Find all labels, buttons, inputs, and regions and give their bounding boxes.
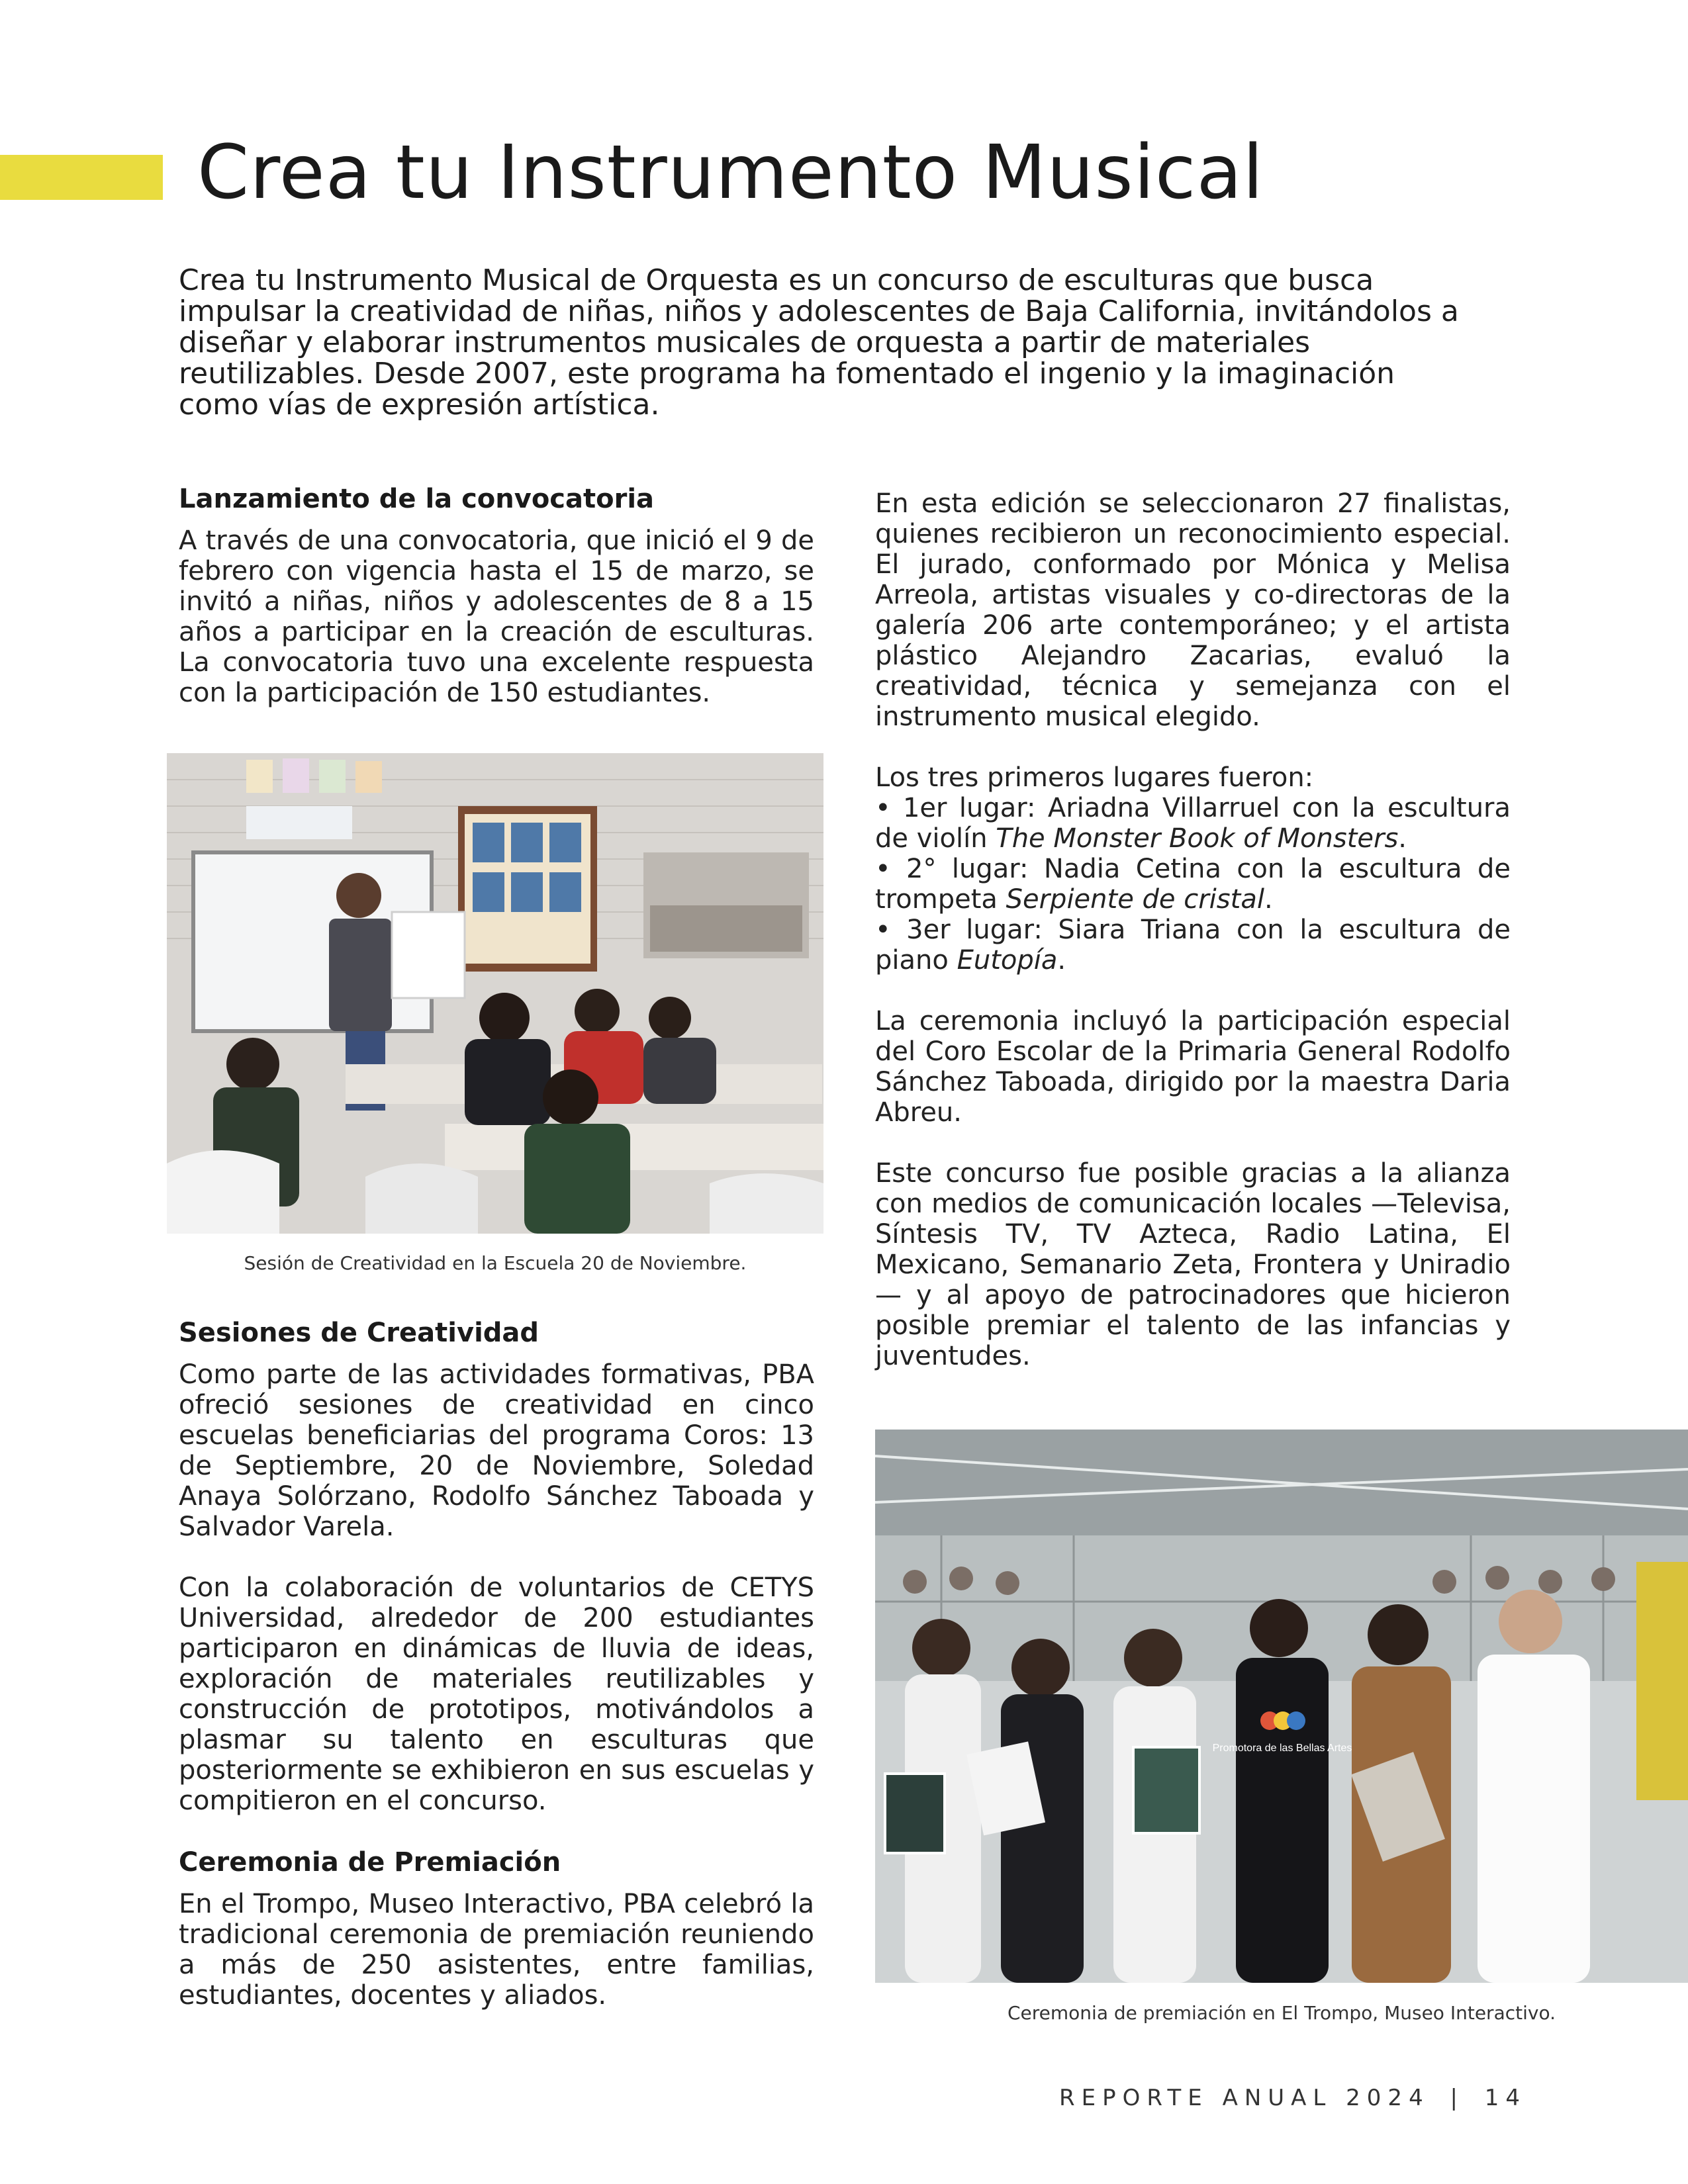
ceremony-heading: Ceremonia de Premiación xyxy=(179,1847,561,1878)
footer-report-label: REPORTE ANUAL 2024 xyxy=(1059,2085,1430,2111)
winner-3 xyxy=(875,915,1511,976)
ceremony-photo-caption: Ceremonia de premiación en El Trompo, Museo Interactivo. xyxy=(1008,2002,1556,2024)
winners-intro: Los tres primeros lugares fueron: xyxy=(875,762,1314,793)
finalists-text: En esta edición se seleccionaron 27 finalistas, quienes recibieron un reconocimiento especial. El jurado, conformado por Mónica y Melisa Arreola, artistas visuales y co-directoras de la galería 206 arte contemporáneo; y el artista plástico Alejandro Zacarias, evaluó la creatividad, técnica y semejanza con el instrumento musical elegido. xyxy=(875,488,1511,732)
ceremony-section xyxy=(179,1846,814,2011)
title-accent-bar xyxy=(0,155,163,200)
intro-paragraph: Crea tu Instrumento Musical de Orquesta es un concurso de esculturas que busca impulsar la creatividad de niñas, niños y adolescentes de Baja California, invitándolos a diseñar y elaborar instrumentos musicales de orquesta a partir de materiales reutilizables. Desde 2007, este programa ha fomentado el ingenio y la imaginación como vías de expresión artística. xyxy=(179,263,1459,422)
winner-1-text: • 1er lugar: Ariadna Villarruel con la escultura de violín xyxy=(875,793,1511,854)
launch-heading: Lanzamiento de la convocatoria xyxy=(179,484,655,514)
winner-3-work: Eutopía xyxy=(957,945,1058,976)
ceremony-illustration xyxy=(875,1430,1688,1983)
winner-3-period: . xyxy=(1057,945,1066,976)
winner-3-text: • 3er lugar: Siara Triana con la escultura de piano xyxy=(875,915,1511,976)
sessions-text-1: Como parte de las actividades formativas, PBA ofreció sesiones de creatividad en cinco escuelas beneficiarias del programa Coros: 13 de Septiembre, 20 de Noviembre, Soledad Anaya Solórzano, Rodolfo Sánchez Taboada y Salvador Varela. xyxy=(179,1359,814,1542)
winner-1-work: The Monster Book of Monsters xyxy=(996,823,1399,854)
launch-section xyxy=(179,483,814,708)
winner-1 xyxy=(875,793,1511,854)
sessions-text-2: Con la colaboración de voluntarios de CETYS Universidad, alrededor de 200 estudiantes participaron en dinámicas de lluvia de ideas, exploración de materiales reutilizables y construcción de prototipos, motivándolos a plasmar su talento en esculturas que posteriormente se exhibieron en sus escuelas y compitieron en el concurso. xyxy=(179,1572,814,1816)
ceremony-photo xyxy=(875,1430,1688,1983)
shirt-lettering: Promotora de las Bellas Artes xyxy=(1212,1743,1352,1754)
winner-2-period: . xyxy=(1264,884,1273,915)
alliance-text: Este concurso fue posible gracias a la alianza con medios de comunicación locales —Televisa, Síntesis TV, TV Azteca, Radio Latina, El Mexicano, Semanario Zeta, Frontera y Uniradio— y al apoyo de patrocinadores que hicieron posible premiar el talento de las infancias y juventudes. xyxy=(875,1158,1511,1371)
footer-page-number: 14 xyxy=(1484,2085,1527,2111)
results-section xyxy=(875,488,1511,1371)
winners-list xyxy=(875,762,1511,976)
ceremony-text: En el Trompo, Museo Interactivo, PBA celebró la tradicional ceremonia de premiación reuniendo a más de 250 asistentes, entre familias, estudiantes, docentes y aliados. xyxy=(179,1889,814,2011)
page-title: Crea tu Instrumento Musical xyxy=(197,130,1264,216)
sessions-heading: Sesiones de Creatividad xyxy=(179,1318,539,1348)
classroom-photo-caption: Sesión de Creatividad en la Escuela 20 de Noviembre. xyxy=(244,1252,747,1274)
launch-text: A través de una convocatoria, que inició el 9 de febrero con vigencia hasta el 15 de marzo, se invitó a niñas, niños y adolescentes de 8 a 15 años a participar en la creación de esculturas. La convocatoria tuvo una excelente respuesta con la participación de 150 estudiantes. xyxy=(179,525,814,708)
sessions-section xyxy=(179,1317,814,1816)
winner-1-period: . xyxy=(1398,823,1407,854)
classroom-photo xyxy=(167,753,823,1234)
winner-2 xyxy=(875,854,1511,915)
page-footer xyxy=(1059,2085,1527,2111)
footer-separator: | xyxy=(1450,2085,1458,2111)
winner-2-text: • 2° lugar: Nadia Cetina con la escultura de trompeta xyxy=(875,854,1511,915)
winner-2-work: Serpiente de cristal xyxy=(1006,884,1264,915)
choir-text: La ceremonia incluyó la participación especial del Coro Escolar de la Primaria General Rodolfo Sánchez Taboada, dirigido por la maestra Daria Abreu. xyxy=(875,1006,1511,1128)
classroom-illustration xyxy=(167,753,823,1234)
